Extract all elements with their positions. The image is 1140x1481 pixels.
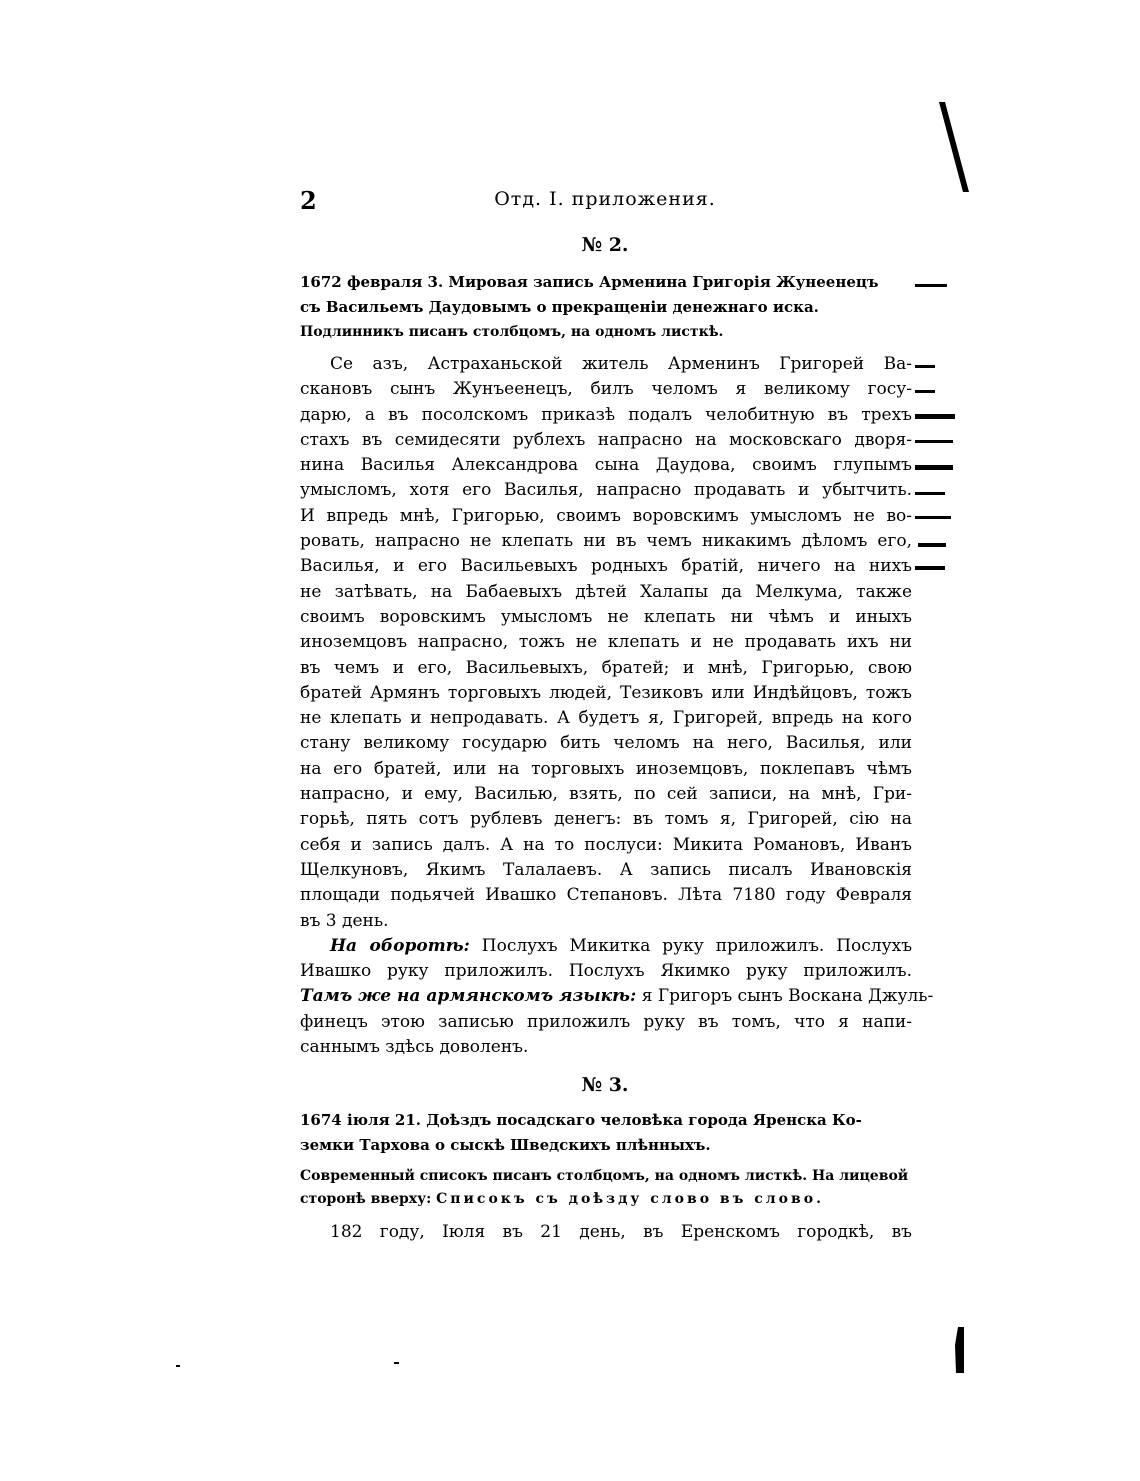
reverse-label: На оборотѣ: bbox=[330, 935, 470, 956]
reverse-text: Послухъ Микитка руку приложилъ. Послухъ bbox=[481, 935, 913, 956]
doc-3-heading bbox=[300, 1108, 950, 1158]
margin-dash bbox=[915, 492, 945, 495]
doc-3-note-label: сторонѣ вверху: bbox=[300, 1191, 432, 1207]
doc-2-source-note bbox=[300, 321, 915, 344]
doc-2-armenian-line: финецъ этою записью приложилъ руку въ томъ, что я напи- bbox=[300, 1011, 912, 1032]
doc-3-body bbox=[300, 1220, 912, 1245]
doc-2-body-line: площади подьячей Ивашко Степановъ. Лѣта 7180 году Февраля bbox=[300, 885, 912, 906]
doc-2-body bbox=[300, 352, 934, 1060]
scan-edge-stroke bbox=[955, 1327, 964, 1373]
margin-dash bbox=[918, 543, 946, 547]
doc-2-body-line: на его братей, или на торговыхъ иноземцовъ, поклепавъ чѣмъ bbox=[300, 758, 912, 779]
doc-2-body-line: И впредь мнѣ, Григорью, своимъ воровскимъ умысломъ не во- bbox=[300, 505, 912, 526]
doc-2-body-line: стахъ въ семидесяти рублехъ напрасно на московскаго дворя- bbox=[300, 429, 912, 450]
doc-2-body-line: нина Василья Александрова сына Даудова, своимъ глупымъ bbox=[300, 455, 912, 476]
margin-dash bbox=[915, 516, 951, 519]
doc-2-body-line: Василья, и его Васильевыхъ родныхъ братій, ничего на нихъ bbox=[300, 556, 912, 577]
doc-2-reverse-line: Ивашко руку приложилъ. Послухъ Якимко руку приложилъ. bbox=[300, 961, 912, 982]
doc-2-note-text: Подлинникъ писанъ столбцомъ, на одномъ листкѣ. bbox=[300, 324, 724, 340]
page-number: 2 bbox=[300, 186, 317, 215]
doc-2-body-line: не клепать и непродавать. А будетъ я, Григорей, впредь на кого bbox=[300, 708, 912, 729]
doc-2-number: № 2. bbox=[581, 234, 629, 256]
doc-2-body-line: въ 3 день. bbox=[300, 910, 389, 931]
doc-2-body-line: напрасно, и ему, Василью, взять, по сей записи, на мнѣ, Гри- bbox=[300, 784, 912, 805]
doc-2-heading-line: 1672 февраля 3. Мировая запись Арменина Григорія Жунеенецъ bbox=[300, 273, 879, 291]
doc-3-heading-line: 1674 іюля 21. Доѣздъ посадскаго человѣка города Яренска Ко- bbox=[300, 1111, 862, 1129]
doc-2-armenian-line bbox=[300, 984, 934, 1009]
doc-2-body-line: не затѣвать, на Бабаевыхъ дѣтей Халапы да Мелкума, также bbox=[300, 581, 912, 602]
armenian-text: я Григоръ сынъ Воскана Джуль- bbox=[641, 986, 934, 1007]
doc-2-body-line: стану великому государю бить челомъ на него, Василья, или bbox=[300, 733, 912, 754]
doc-3-note-line bbox=[300, 1188, 915, 1211]
doc-2-body-line: Щелкуновъ, Якимъ Талалаевъ. А запись писалъ Ивановскія bbox=[300, 859, 912, 880]
scan-edge-mark-top bbox=[935, 100, 975, 200]
doc-2-body-line: горьѣ, пять сотъ рублевъ денегъ: въ томъ я, Григорей, сію на bbox=[300, 809, 912, 830]
doc-2-body-line: въ чемъ и его, Васильевыхъ, братей; и мнѣ, Григорью, свою bbox=[300, 657, 912, 678]
margin-dash bbox=[915, 390, 935, 393]
doc-2-body-line: иноземцовъ напрасно, тожъ не клепать и не продавать ихъ ни bbox=[300, 632, 912, 653]
doc-3-note-line: Современный списокъ писанъ столбцомъ, на одномъ листкѣ. На лицевой bbox=[300, 1168, 909, 1184]
scan-edge-stroke bbox=[939, 102, 969, 192]
doc-3-note-quote: Списокъ съ доѣзду слово въ слово. bbox=[436, 1191, 824, 1207]
margin-dash bbox=[915, 284, 947, 287]
armenian-label: Тамъ же на армянскомъ языкѣ: bbox=[300, 986, 637, 1007]
doc-2-armenian-line: саннымъ здѣсь доволенъ. bbox=[300, 1037, 529, 1058]
scan-speck bbox=[394, 1362, 399, 1364]
doc-2-heading bbox=[300, 270, 950, 320]
doc-2-reverse-line bbox=[300, 934, 912, 959]
scan-edge-mark-bottom bbox=[950, 1325, 970, 1375]
doc-3-body-line: 182 году, Іюля въ 21 день, въ Еренскомъ городкѣ, въ bbox=[330, 1222, 912, 1242]
running-head: Отд. I. приложения. bbox=[494, 188, 716, 210]
margin-dash bbox=[915, 414, 955, 419]
doc-2-body-line: себя и запись далъ. А на то послуси: Микита Романовъ, Иванъ bbox=[300, 834, 912, 855]
doc-2-body-line: Се азъ, Астраханьской житель Арменинъ Григорей Ва- bbox=[330, 354, 912, 374]
doc-3-number: № 3. bbox=[581, 1074, 629, 1096]
scan-speck bbox=[176, 1365, 180, 1367]
doc-2-body-line: умысломъ, хотя его Василья, напрасно продавать и убытчить. bbox=[300, 480, 912, 501]
doc-2-body-line: своимъ воровскимъ умысломъ не клепать ни чѣмъ и иныхъ bbox=[300, 606, 912, 627]
doc-3-heading-line: земки Тархова о сыскѣ Шведскихъ плѣнныхъ. bbox=[300, 1136, 711, 1154]
margin-dash bbox=[915, 465, 953, 470]
margin-dash bbox=[915, 566, 945, 570]
doc-3-source-note bbox=[300, 1165, 915, 1211]
doc-2-body-line: ровать, напрасно не клепать ни въ чемъ никакимъ дѣломъ его, bbox=[300, 531, 912, 552]
doc-2-heading-line: съ Васильемъ Даудовымъ о прекращеніи денежнаго иска. bbox=[300, 298, 819, 316]
doc-2-body-line: скановъ сынъ Жунъеенецъ, билъ челомъ я великому госу- bbox=[300, 379, 912, 400]
doc-2-body-line: дарю, а въ посолскомъ приказѣ подалъ челобитную въ трехъ bbox=[300, 404, 912, 425]
margin-dash bbox=[915, 365, 935, 368]
margin-dash bbox=[915, 440, 953, 443]
doc-2-body-line: братей Армянъ торговыхъ людей, Тезиковъ или Индѣйцовъ, тожъ bbox=[300, 682, 912, 703]
